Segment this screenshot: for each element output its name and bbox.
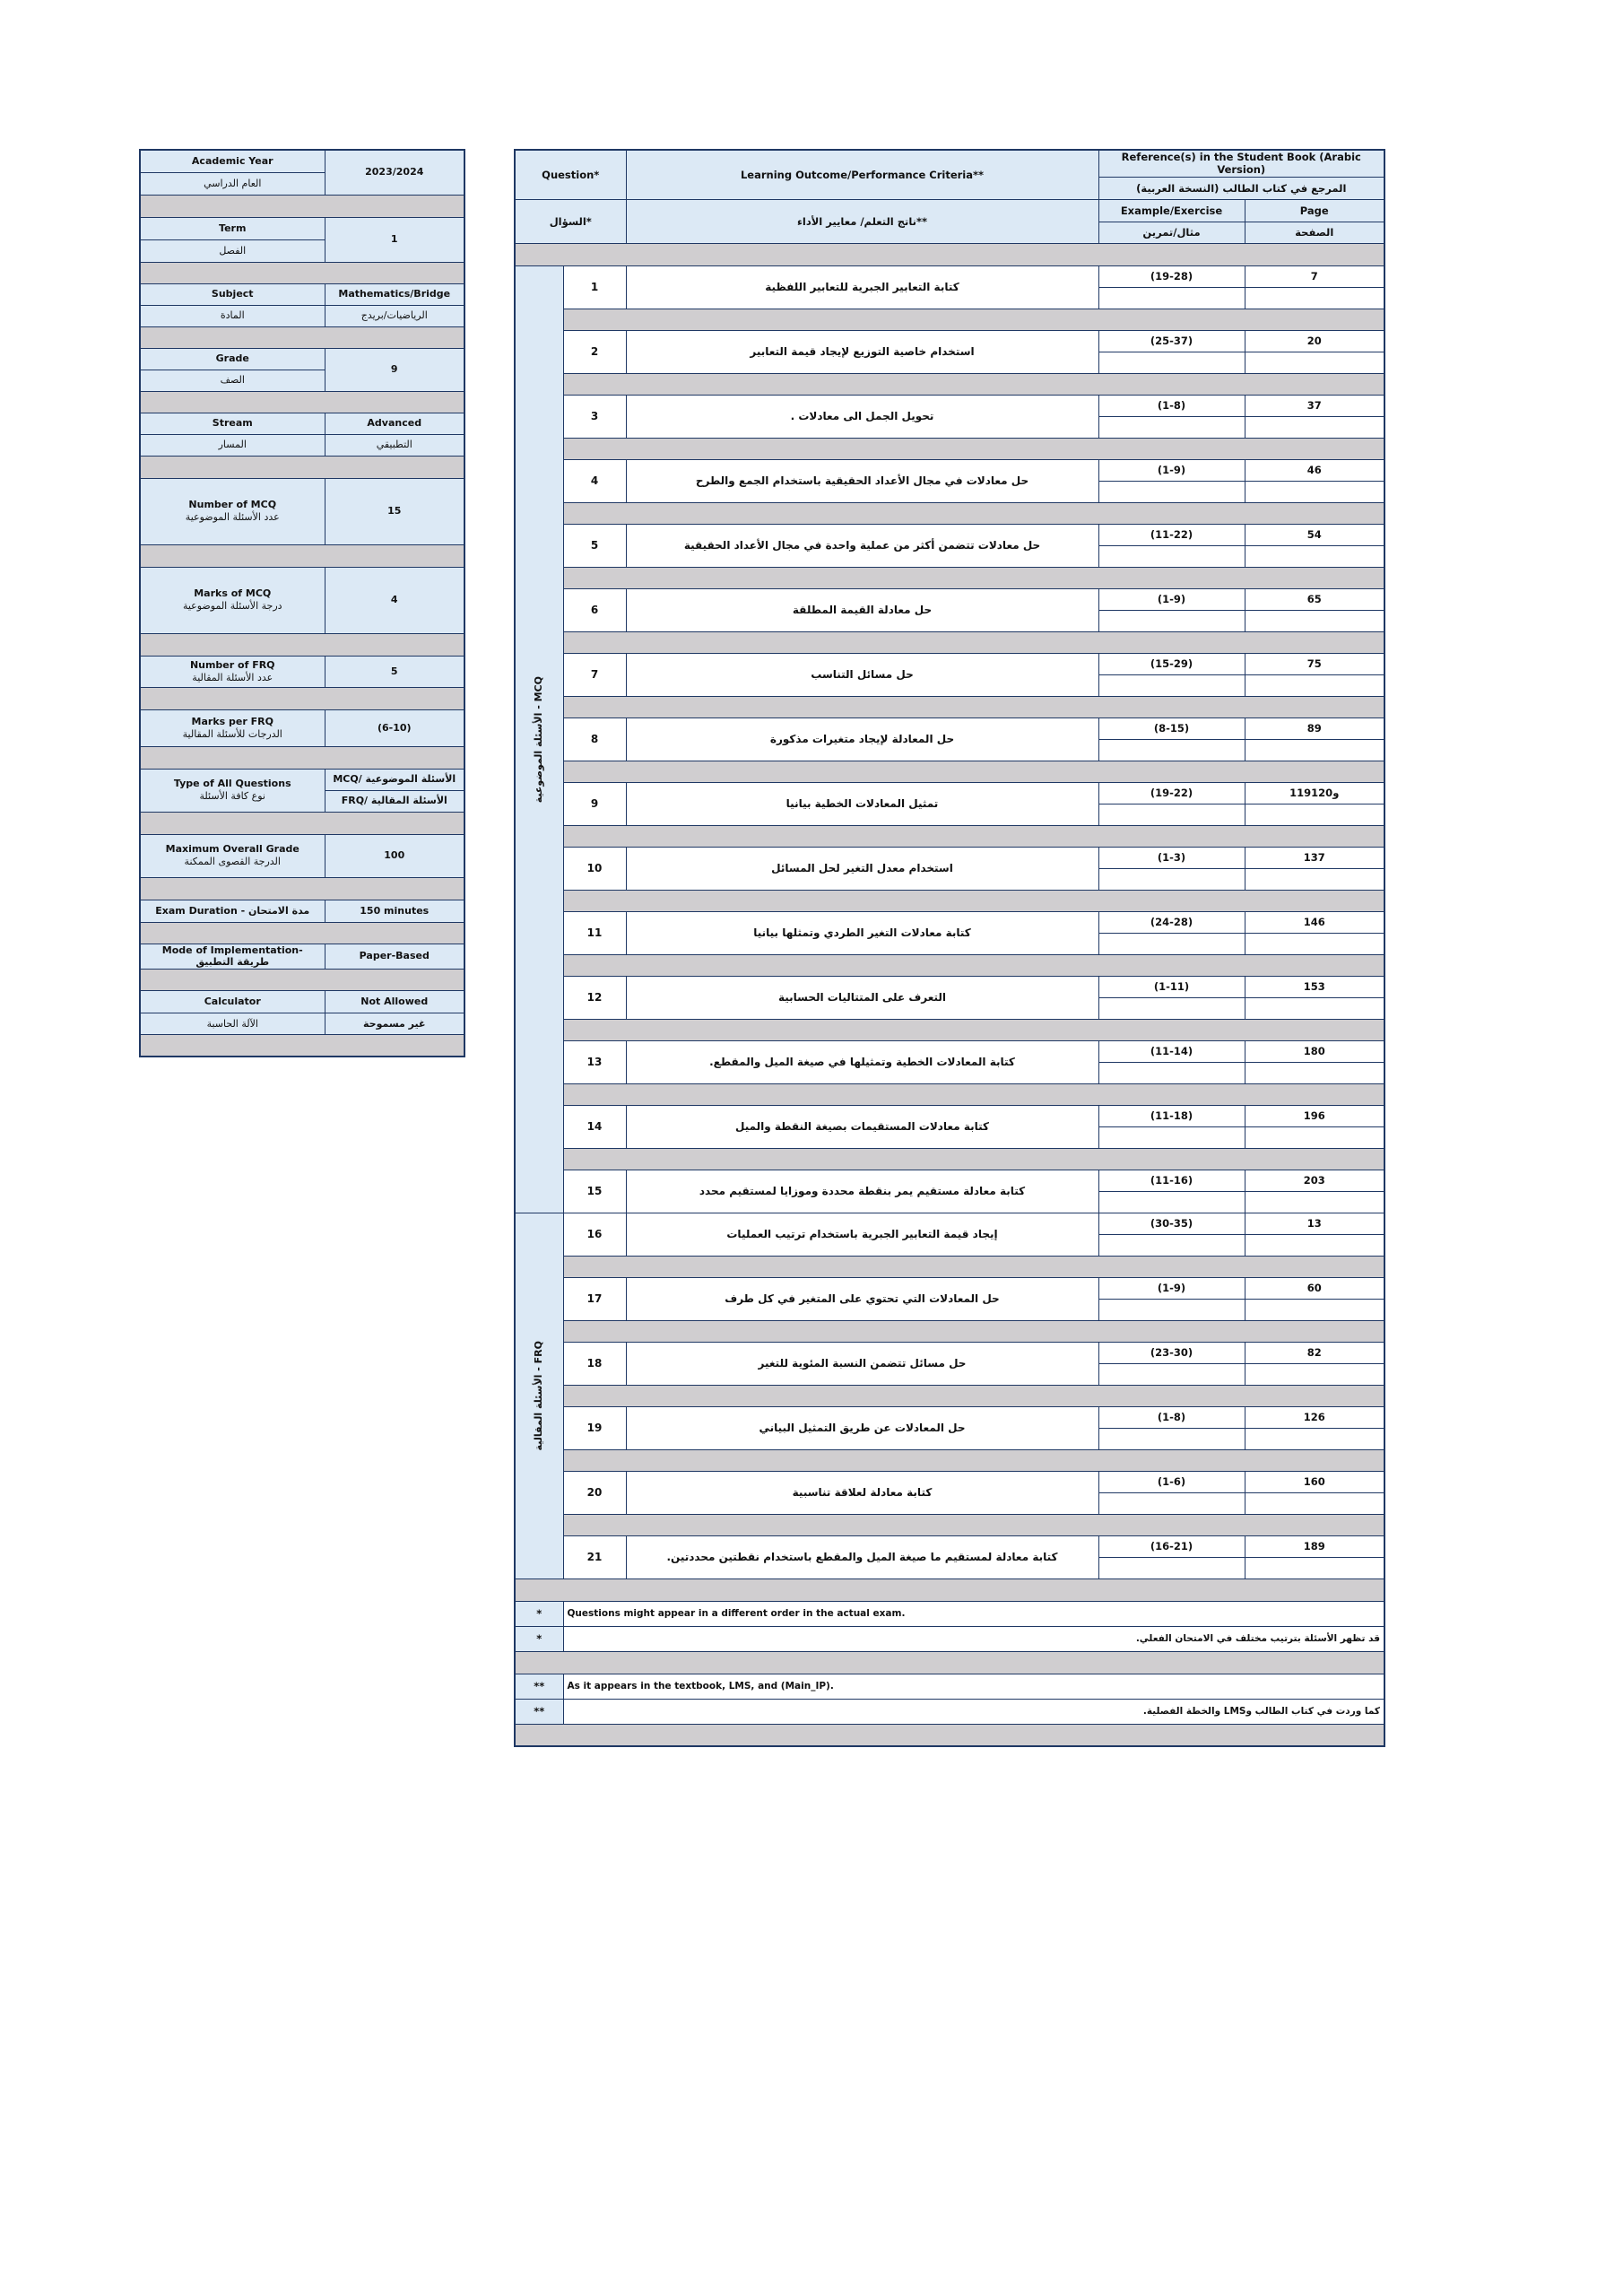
page-number: 196 (1245, 1105, 1384, 1126)
spacer-row (140, 326, 464, 348)
question-number: 5 (563, 524, 626, 567)
frq-section-label (515, 1213, 563, 1578)
mode-label: Mode of Implementation- طريقة التطبيق (140, 944, 325, 970)
learning-outcome-header: Learning Outcome/Performance Criteria** (626, 150, 1098, 199)
spacer-row (140, 633, 464, 656)
learning-outcome: كتابة التعابير الجبرية للتعابير اللفظية (626, 265, 1098, 309)
question-number: 15 (563, 1170, 626, 1213)
spacer-row (140, 195, 464, 217)
learning-outcome: التعرف على المتتاليات الحسابية (626, 976, 1098, 1019)
example-exercise: (1-8) (1098, 395, 1245, 416)
page-blank (1245, 1363, 1384, 1385)
page-header: Page (1245, 199, 1384, 222)
spacer-row (563, 1514, 1384, 1535)
page-blank (1245, 610, 1384, 631)
question-number: 1 (563, 265, 626, 309)
type-label-en: Type of All Questions (173, 778, 291, 790)
page-blank (1245, 545, 1384, 567)
question-number: 6 (563, 588, 626, 631)
page-blank (1245, 997, 1384, 1019)
section-label-text: الأسئلة المقالية - FRQ (533, 1341, 545, 1451)
num-mcq-label-en: Number of MCQ (188, 499, 277, 511)
page-number: 126 (1245, 1406, 1384, 1428)
academic-year-label: Academic Year (140, 150, 325, 172)
stream-label: Stream (140, 413, 325, 434)
spacer-row (563, 373, 1384, 395)
note-mark: * (515, 1601, 563, 1626)
spacer-row (140, 262, 464, 283)
page-number: 7 (1245, 265, 1384, 287)
subject-label-ar: المادة (140, 305, 325, 326)
page-blank (1245, 804, 1384, 825)
page-blank (1245, 1234, 1384, 1256)
example-blank (1098, 997, 1245, 1019)
marks-frq-label-en: Marks per FRQ (191, 715, 273, 727)
page-blank (1245, 352, 1384, 373)
learning-outcome: تحويل الجمل الى معادلات . (626, 395, 1098, 438)
question-number: 12 (563, 976, 626, 1019)
example-exercise: (1-8) (1098, 1406, 1245, 1428)
stream-value: Advanced (325, 413, 464, 434)
num-mcq-label-ar: عدد الأسئلة الموضوعية (185, 511, 280, 523)
example-blank (1098, 868, 1245, 890)
exam-info-table (139, 149, 465, 1057)
page-blank (1245, 1428, 1384, 1449)
section-label-text: الأسئلة الموضوعية - MCQ (533, 675, 545, 803)
example-blank (1098, 610, 1245, 631)
marks-frq-value: (6-10) (325, 709, 464, 746)
learning-outcome: كتابة معادلات التغير الطردي وتمثلها بيانيا (626, 911, 1098, 954)
learning-outcome-header-ar: ناتج التعلم/ معايير الأداء** (626, 199, 1098, 243)
page-blank (1245, 674, 1384, 696)
example-exercise: (15-29) (1098, 653, 1245, 674)
type-label (140, 769, 325, 812)
spacer-row (140, 1035, 464, 1057)
page-blank (1245, 1126, 1384, 1148)
question-number: 14 (563, 1105, 626, 1148)
mcq-section-label (515, 265, 563, 1213)
calculator-value-ar: غير مسموحة (325, 1013, 464, 1035)
question-number: 2 (563, 330, 626, 373)
page-number: 203 (1245, 1170, 1384, 1191)
example-blank (1098, 1557, 1245, 1578)
spacer-row (515, 243, 1384, 265)
learning-outcome: كتابة معادلة مستقيم يمر بنقطة محددة وموزايا لمستقيم محدد (626, 1170, 1098, 1213)
type-value-mcq: MCQ/ الأسئلة الموضوعية (325, 769, 464, 790)
note-text-ar: كما وردت في كتاب الطالب وLMS والخطة الفصلية. (563, 1699, 1384, 1724)
example-blank (1098, 804, 1245, 825)
spacer-row (563, 1019, 1384, 1040)
page-blank (1245, 1062, 1384, 1083)
page-blank (1245, 1299, 1384, 1320)
question-number: 8 (563, 718, 626, 761)
marks-frq-label (140, 709, 325, 746)
subject-value: Mathematics/Bridge (325, 283, 464, 305)
learning-outcome: حل معادلات تتضمن أكثر من عملية واحدة في مجال الأعداد الحقيقية (626, 524, 1098, 567)
note-mark: ** (515, 1674, 563, 1699)
example-exercise: (11-16) (1098, 1170, 1245, 1191)
marks-mcq-label-en: Marks of MCQ (194, 587, 272, 600)
learning-outcomes-table (514, 149, 1385, 1747)
question-number: 3 (563, 395, 626, 438)
spacer-row (563, 1148, 1384, 1170)
example-exercise: (1-6) (1098, 1471, 1245, 1492)
example-exercise: (19-28) (1098, 265, 1245, 287)
grade-value: 9 (325, 348, 464, 391)
question-number: 10 (563, 847, 626, 890)
spacer-row (563, 954, 1384, 976)
learning-outcome: حل المعادلات التي تحتوي على المتغير في كل طرف (626, 1277, 1098, 1320)
spacer-row (563, 1449, 1384, 1471)
num-frq-label-en: Number of FRQ (189, 658, 275, 671)
example-blank (1098, 1234, 1245, 1256)
term-label: Term (140, 217, 325, 239)
learning-outcome: حل المعادلات عن طريق التمثيل البياني (626, 1406, 1098, 1449)
page-number: 75 (1245, 653, 1384, 674)
page-number: 89 (1245, 718, 1384, 739)
question-number: 21 (563, 1535, 626, 1578)
academic-year-value: 2023/2024 (325, 150, 464, 195)
learning-outcome: حل معادلات في مجال الأعداد الحقيقية باستخدام الجمع والطرح (626, 459, 1098, 502)
page-number: 180 (1245, 1040, 1384, 1062)
example-blank (1098, 1062, 1245, 1083)
example-exercise: (16-21) (1098, 1535, 1245, 1557)
example-exercise: (11-14) (1098, 1040, 1245, 1062)
num-frq-label-ar: عدد الأسئلة المقالية (192, 671, 273, 683)
example-exercise: (1-3) (1098, 847, 1245, 868)
note-text-en: As it appears in the textbook, LMS, and (Main_IP). (563, 1674, 1384, 1699)
spacer-row (140, 391, 464, 413)
example-blank (1098, 1363, 1245, 1385)
stream-value-ar: التطبيقي (325, 434, 464, 456)
learning-outcome: استخدام معدل التغير لحل المسائل (626, 847, 1098, 890)
marks-mcq-label-ar: درجة الأسئلة الموضوعية (182, 600, 282, 612)
num-mcq-value: 15 (325, 478, 464, 544)
page-number: 46 (1245, 459, 1384, 481)
example-exercise: (1-9) (1098, 1277, 1245, 1299)
question-number: 4 (563, 459, 626, 502)
question-number: 17 (563, 1277, 626, 1320)
spacer-row (563, 1083, 1384, 1105)
spacer-row (140, 970, 464, 991)
spacer-row (563, 761, 1384, 782)
question-number: 13 (563, 1040, 626, 1083)
example-blank (1098, 1299, 1245, 1320)
questions-body (515, 265, 1384, 1578)
spacer-row (563, 631, 1384, 653)
example-exercise: (1-11) (1098, 976, 1245, 997)
max-grade-label-en: Maximum Overall Grade (165, 843, 299, 856)
page-header-ar: الصفحة (1245, 222, 1384, 243)
question-number: 7 (563, 653, 626, 696)
note-mark: ** (515, 1699, 563, 1724)
page-blank (1245, 287, 1384, 309)
question-header: Question* (515, 150, 626, 199)
page-number: 13 (1245, 1213, 1384, 1234)
spacer-row (515, 1578, 1384, 1601)
spacer-row (563, 1385, 1384, 1406)
example-exercise: (8-15) (1098, 718, 1245, 739)
page-blank (1245, 1191, 1384, 1213)
max-grade-label-ar: الدرجة القصوى الممكنة (184, 856, 281, 867)
spacer-row (563, 696, 1384, 718)
page-blank (1245, 868, 1384, 890)
page-blank (1245, 481, 1384, 502)
example-blank (1098, 545, 1245, 567)
example-exercise: (11-18) (1098, 1105, 1245, 1126)
page-blank (1245, 933, 1384, 954)
page-blank (1245, 1557, 1384, 1578)
calculator-value: Not Allowed (325, 991, 464, 1013)
academic-year-label-ar: العام الدراسي (140, 172, 325, 195)
question-header-ar: السؤال* (515, 199, 626, 243)
question-number: 9 (563, 782, 626, 825)
page-blank (1245, 739, 1384, 761)
spacer-row (515, 1724, 1384, 1746)
example-blank (1098, 1492, 1245, 1514)
spacer-row (563, 438, 1384, 459)
example-exercise: (24-28) (1098, 911, 1245, 933)
grade-label: Grade (140, 348, 325, 370)
spacer-row (140, 746, 464, 769)
num-frq-label (140, 656, 325, 687)
page-number: 153 (1245, 976, 1384, 997)
example-exercise: (25-37) (1098, 330, 1245, 352)
reference-header: Reference(s) in the Student Book (Arabic Version) (1098, 150, 1384, 177)
example-blank (1098, 933, 1245, 954)
type-label-ar: نوع كافة الأسئلة (199, 790, 265, 802)
example-exercise: (23-30) (1098, 1342, 1245, 1363)
num-frq-value: 5 (325, 656, 464, 687)
spacer-row (140, 877, 464, 900)
learning-outcome: حل مسائل التناسب (626, 653, 1098, 696)
spacer-row (563, 1256, 1384, 1277)
term-label-ar: الفصل (140, 239, 325, 262)
reference-header-ar: المرجع في كتاب الطالب (النسخة العربية) (1098, 177, 1384, 199)
example-exercise: (1-9) (1098, 459, 1245, 481)
question-number: 19 (563, 1406, 626, 1449)
num-mcq-label (140, 478, 325, 544)
spacer-row (563, 567, 1384, 588)
marks-mcq-value: 4 (325, 567, 464, 633)
example-header: Example/Exercise (1098, 199, 1245, 222)
page-number: 37 (1245, 395, 1384, 416)
example-blank (1098, 416, 1245, 438)
spacer-row (140, 456, 464, 478)
page-number: 137 (1245, 847, 1384, 868)
duration-label: Exam Duration - مدة الامتحان (140, 900, 325, 922)
learning-outcome: تمثيل المعادلات الخطية بيانيا (626, 782, 1098, 825)
calculator-label: Calculator (140, 991, 325, 1013)
spacer-row (563, 1320, 1384, 1342)
page-number: 65 (1245, 588, 1384, 610)
page-blank (1245, 1492, 1384, 1514)
page-number: 54 (1245, 524, 1384, 545)
spacer-row (563, 502, 1384, 524)
grade-label-ar: الصف (140, 370, 325, 391)
term-value: 1 (325, 217, 464, 262)
example-blank (1098, 1191, 1245, 1213)
example-blank (1098, 739, 1245, 761)
learning-outcome: كتابة معادلة لعلاقة تناسبية (626, 1471, 1098, 1514)
page-number: 160 (1245, 1471, 1384, 1492)
page-number: 146 (1245, 911, 1384, 933)
question-number: 18 (563, 1342, 626, 1385)
learning-outcome: كتابة معادلة لمستقيم ما صيغة الميل والمقطع باستخدام نقطتين محددتين. (626, 1535, 1098, 1578)
spacer-row (563, 309, 1384, 330)
learning-outcome: استخدام خاصية التوزيع لإيجاد قيمة التعابير (626, 330, 1098, 373)
page-number: 189 (1245, 1535, 1384, 1557)
note-text-ar: قد تظهر الأسئلة بترتيب مختلف في الامتحان الفعلي. (563, 1626, 1384, 1651)
learning-outcome: إيجاد قيمة التعابير الجبرية باستخدام ترتيب العمليات (626, 1213, 1098, 1256)
subject-value-ar: الرياضيات/بريدج (325, 305, 464, 326)
type-value-frq: FRQ/ الأسئلة المقالية (325, 790, 464, 812)
max-grade-value: 100 (325, 834, 464, 877)
example-exercise: (1-9) (1098, 588, 1245, 610)
example-blank (1098, 287, 1245, 309)
page-number: 82 (1245, 1342, 1384, 1363)
example-blank (1098, 481, 1245, 502)
spacer-row (515, 1651, 1384, 1674)
page-number: 119و120 (1245, 782, 1384, 804)
example-header-ar: مثال/تمرين (1098, 222, 1245, 243)
note-mark: * (515, 1626, 563, 1651)
learning-outcome: حل معادلة القيمة المطلقة (626, 588, 1098, 631)
example-exercise: (30-35) (1098, 1213, 1245, 1234)
spacer-row (140, 812, 464, 834)
mode-value: Paper-Based (325, 944, 464, 970)
learning-outcome: حل المعادلة لإيجاد متغيرات مذكورة (626, 718, 1098, 761)
example-exercise: (11-22) (1098, 524, 1245, 545)
subject-label: Subject (140, 283, 325, 305)
marks-frq-label-ar: الدرجات للأسئلة المقالية (182, 727, 282, 740)
learning-outcome: كتابة معادلات المستقيمات بصيغة النقطة والميل (626, 1105, 1098, 1148)
marks-mcq-label (140, 567, 325, 633)
spacer-row (563, 825, 1384, 847)
learning-outcome: كتابة المعادلات الخطية وتمثيلها في صيغة الميل والمقطع. (626, 1040, 1098, 1083)
question-number: 20 (563, 1471, 626, 1514)
page-number: 20 (1245, 330, 1384, 352)
question-number: 11 (563, 911, 626, 954)
stream-label-ar: المسار (140, 434, 325, 456)
example-blank (1098, 674, 1245, 696)
note-text-en: Questions might appear in a different order in the actual exam. (563, 1601, 1384, 1626)
question-number: 16 (563, 1213, 626, 1256)
spacer-row (563, 890, 1384, 911)
page-blank (1245, 416, 1384, 438)
page-number: 60 (1245, 1277, 1384, 1299)
example-exercise: (19-22) (1098, 782, 1245, 804)
max-grade-label (140, 834, 325, 877)
spacer-row (140, 687, 464, 709)
example-blank (1098, 1126, 1245, 1148)
duration-value: 150 minutes (325, 900, 464, 922)
learning-outcome: حل مسائل تتضمن النسبة المئوية للتغير (626, 1342, 1098, 1385)
calculator-label-ar: الآلة الحاسبة (140, 1013, 325, 1035)
spacer-row (140, 544, 464, 567)
spacer-row (140, 922, 464, 944)
example-blank (1098, 1428, 1245, 1449)
example-blank (1098, 352, 1245, 373)
